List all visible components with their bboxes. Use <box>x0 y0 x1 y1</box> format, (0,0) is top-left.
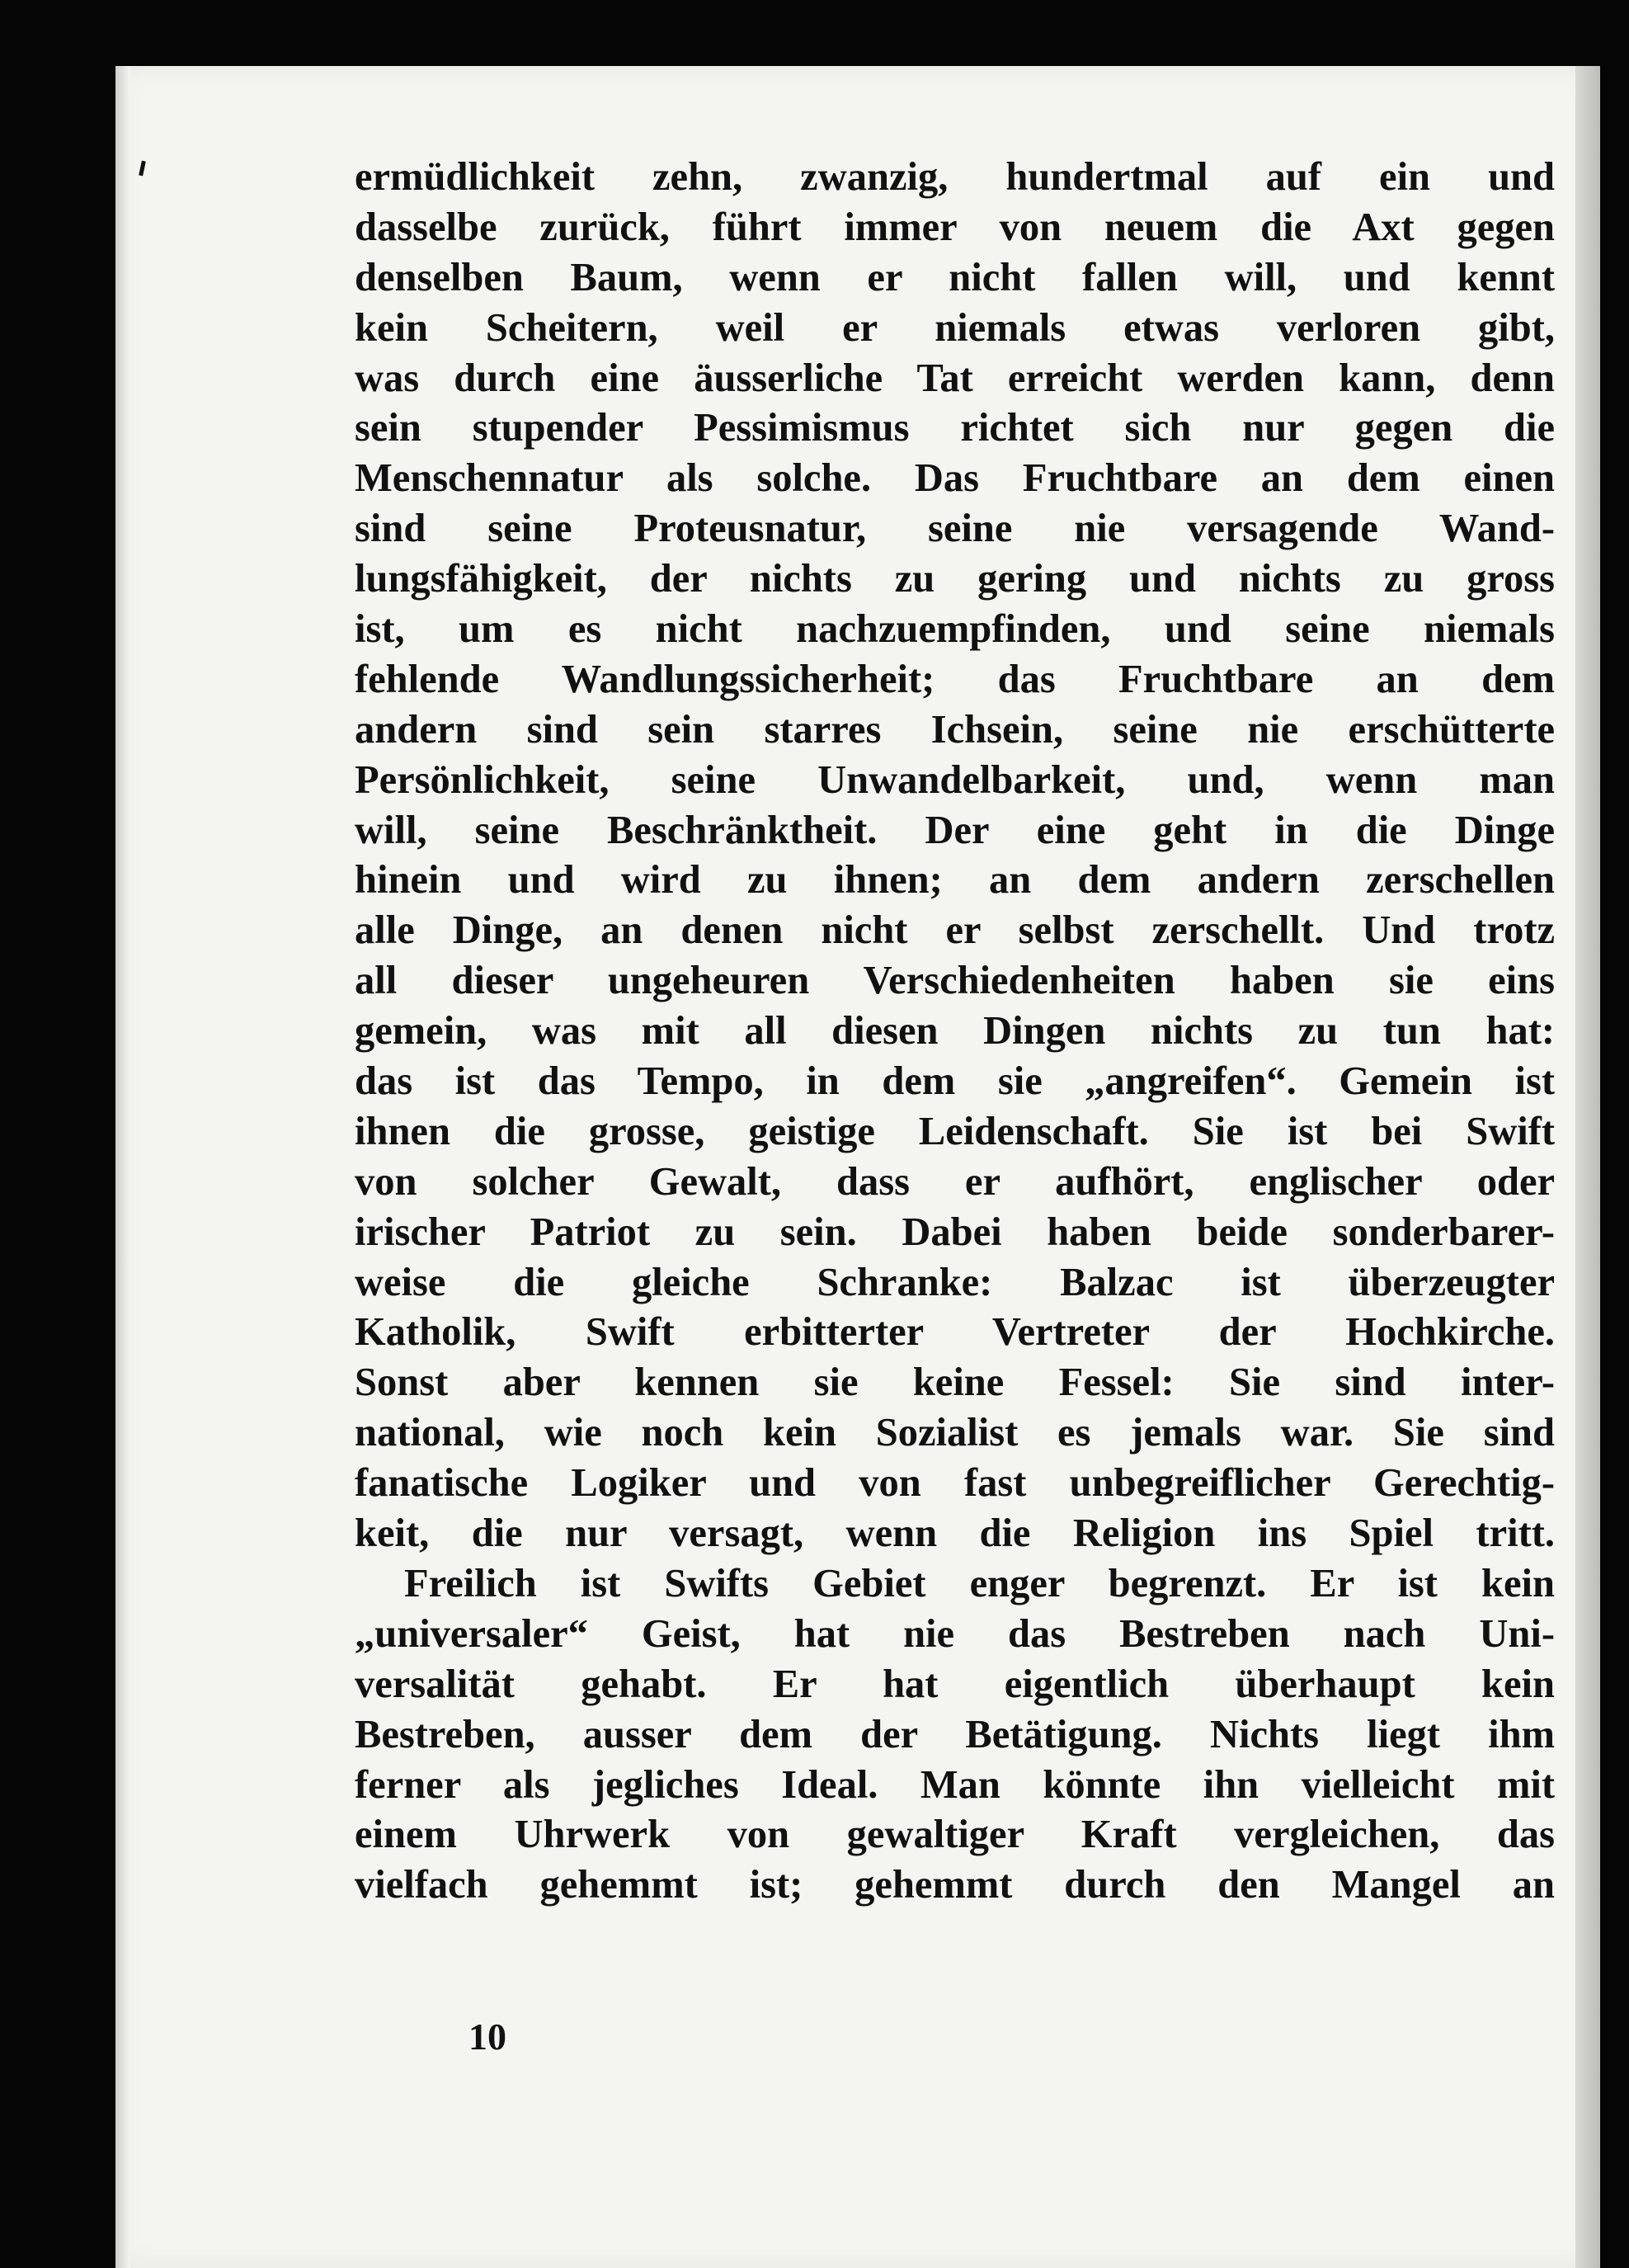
text-line: Bestreben, ausser dem der Betätigung. Nichts liegt ihm <box>355 1712 1555 1756</box>
page-edge <box>1575 66 1600 2268</box>
page-gutter-shadow <box>115 66 130 2268</box>
text-line: alle Dinge, an denen nicht er selbst zerschellt. Und trotz <box>355 908 1555 953</box>
text-line: kein Scheitern, weil er niemals etwas verloren gibt, <box>355 305 1555 350</box>
text-line: sein stupender Pessimismus richtet sich nur gegen die <box>355 406 1555 450</box>
text-line: einem Uhrwerk von gewaltiger Kraft vergleichen, das <box>355 1813 1555 1857</box>
text-line: das ist das Tempo, in dem sie „angreifen“. Gemein ist <box>355 1059 1555 1104</box>
text-line: vielfach gehemmt ist; gehemmt durch den Mangel an <box>355 1863 1555 1907</box>
text-line: Sonst aber kennen sie keine Fessel: Sie sind inter- <box>355 1360 1555 1405</box>
text-line: weise die gleiche Schranke: Balzac ist überzeugter <box>355 1260 1555 1304</box>
text-line: ferner als jegliches Ideal. Man könnte ihn vielleicht mit <box>355 1762 1555 1807</box>
text-line: fanatische Logiker und von fast unbegreiflicher Gerechtig- <box>355 1461 1555 1506</box>
paragraph-2 <box>355 1559 1555 1911</box>
text-line: dasselbe zurück, führt immer von neuem die Axt gegen <box>355 205 1555 249</box>
page-number: 10 <box>468 2016 506 2058</box>
text-line: ermüdlichkeit zehn, zwanzig, hundertmal auf ein und <box>355 155 1555 199</box>
text-line: Menschennatur als solche. Das Fruchtbare an dem einen <box>355 456 1555 501</box>
text-line: Freilich ist Swifts Gebiet enger begrenzt. Er ist kein <box>404 1561 1555 1606</box>
paragraph-1 <box>355 153 1555 1559</box>
text-line: von solcher Gewalt, dass er aufhört, englischer oder <box>355 1159 1555 1204</box>
text-line: hinein und wird zu ihnen; an dem andern zerschellen <box>355 858 1555 903</box>
text-line: andern sind sein starres Ichsein, seine nie erschütterte <box>355 707 1555 752</box>
text-line: versalität gehabt. Er hat eigentlich überhaupt kein <box>355 1662 1555 1706</box>
text-line: sind seine Proteusnatur, seine nie versagende Wand- <box>355 507 1555 551</box>
text-line: Katholik, Swift erbitterter Vertreter der Hochkirche. <box>355 1310 1555 1355</box>
text-line: lungsfähigkeit, der nichts zu gering und nichts zu gross <box>355 557 1555 601</box>
text-line: was durch eine äusserliche Tat erreicht werden kann, denn <box>355 356 1555 400</box>
text-line: denselben Baum, wenn er nicht fallen will, und kennt <box>355 255 1555 299</box>
text-line: ist, um es nicht nachzuempfinden, und seine niemals <box>355 607 1555 652</box>
text-line: „universaler“ Geist, hat nie das Bestreben nach Uni- <box>355 1611 1555 1656</box>
text-line: will, seine Beschränktheit. Der eine geht in die Dinge <box>355 808 1555 852</box>
text-line: national, wie noch kein Sozialist es jemals war. Sie sind <box>355 1411 1555 1455</box>
body-text <box>355 153 1555 1911</box>
text-line: all dieser ungeheuren Verschiedenheiten haben sie eins <box>355 959 1555 1003</box>
text-line: Persönlichkeit, seine Unwandelbarkeit, und, wenn man <box>355 757 1555 802</box>
text-line: keit, die nur versagt, wenn die Religion ins Spiel tritt. <box>355 1511 1555 1556</box>
text-line: gemein, was mit all diesen Dingen nichts zu tun hat: <box>355 1009 1555 1054</box>
text-line: fehlende Wandlungssicherheit; das Fruchtbare an dem <box>355 657 1555 701</box>
text-line: irischer Patriot zu sein. Dabei haben beide sonderbarer- <box>355 1209 1555 1254</box>
text-line: ihnen die grosse, geistige Leidenschaft. Sie ist bei Swift <box>355 1109 1555 1153</box>
